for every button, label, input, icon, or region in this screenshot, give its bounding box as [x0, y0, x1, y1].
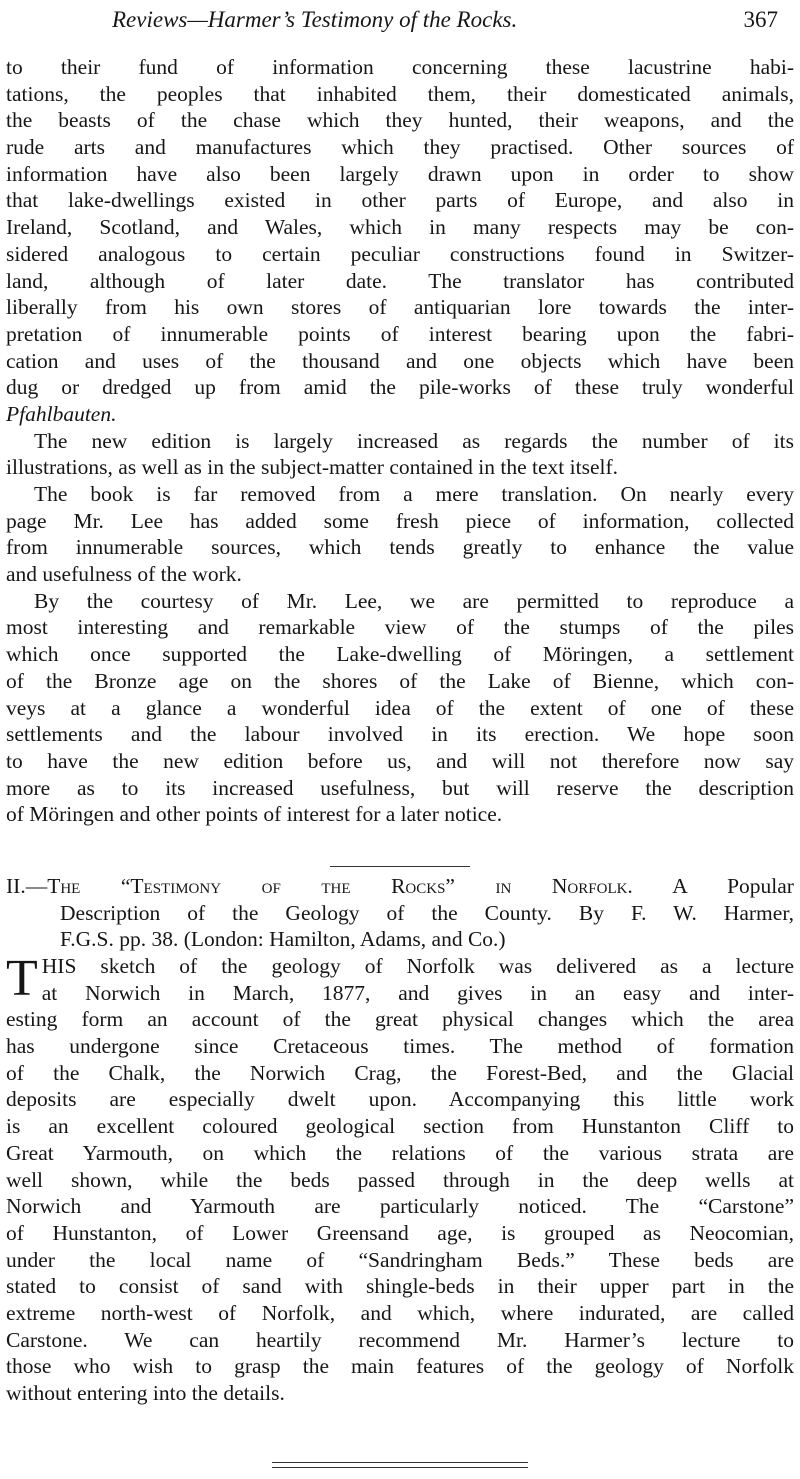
page-number: 367: [743, 7, 778, 32]
text-line: is an excellent coloured geological section from Hunstanton Cliff to: [6, 1114, 794, 1139]
text-line: most interesting and remarkable view of the stumps of the piles: [6, 615, 794, 640]
text-line: settlements and the labour involved in its erection. We hope soon: [6, 722, 794, 747]
text-line: By the courtesy of Mr. Lee, we are permitted to reproduce a: [34, 588, 794, 613]
text-line: which once supported the Lake-dwelling of Möringen, a settlement: [6, 642, 794, 667]
text-line: more as to its increased usefulness, but will reserve the description: [6, 775, 794, 800]
text-line: veys at a glance a wonderful idea of the extent of one of these: [6, 695, 794, 720]
text-line: Norwich and Yarmouth are particularly noticed. The “Carstone”: [6, 1194, 794, 1219]
text-line: the beasts of the chase which they hunted, their weapons, and the: [6, 108, 794, 133]
text-line: sidered analogous to certain peculiar constructions found in Switzer-: [6, 241, 794, 266]
drop-cap: T: [6, 950, 38, 1007]
text-line: and usefulness of the work.: [6, 562, 242, 587]
text-line: Carstone. We can heartily recommend Mr. Harmer’s lecture to: [6, 1327, 794, 1352]
text-line: [6, 401, 794, 428]
section-divider: [330, 866, 470, 867]
text-line: page Mr. Lee has added some fresh piece of information, collected: [6, 508, 794, 533]
text-line: cation and uses of the thousand and one objects which have been: [6, 348, 794, 373]
text-line: that lake-dwellings existed in other parts of Europe, and also in: [6, 188, 794, 213]
review-heading: [6, 873, 794, 953]
text-line: The book is far removed from a mere translation. On nearly every: [34, 482, 794, 506]
text-line: deposits are especially dwelt upon. Accompanying this little work: [6, 1087, 794, 1112]
text-line: without entering into the details.: [6, 1381, 285, 1405]
text-line: has undergone since Cretaceous times. The method of formation: [6, 1034, 794, 1059]
running-title: Reviews—Harmer’s Testimony of the Rocks.: [112, 7, 518, 32]
text-line: dug or dredged up from amid the pile-works of these truly wonderful: [6, 375, 794, 400]
text-line: those who wish to grasp the main features of the geology of Norfolk: [6, 1354, 794, 1379]
heading-subtitle: A Popular: [672, 874, 794, 898]
heading-title: II.—The “Testimony of the Rocks” in Norfolk.: [6, 874, 633, 898]
review-continued: [6, 54, 794, 828]
text-line: of Hunstanton, of Lower Greensand age, is grouped as Neocomian,: [6, 1220, 794, 1245]
text-line: at Norwich in March, 1877, and gives in an easy and inter-: [41, 980, 794, 1005]
heading-line: [6, 873, 794, 900]
text-line: information have also been largely drawn upon in order to show: [6, 161, 794, 186]
text-line: liberally from his own stores of antiquarian lore towards the inter-: [6, 295, 794, 320]
end-rule-top: [272, 1462, 528, 1463]
text-line: from innumerable sources, which tends greatly to enhance the value: [6, 535, 794, 560]
text-line: Ireland, Scotland, and Wales, which in many respects may be con-: [6, 215, 794, 240]
text-line: rude arts and manufactures which they practised. Other sources of: [6, 135, 794, 160]
text-line: extreme north-west of Norfolk, and which, where indurated, are called: [6, 1300, 794, 1325]
text-line: stated to consist of sand with shingle-beds in their upper part in the: [6, 1274, 794, 1299]
paragraph-2: [6, 428, 794, 481]
italic-term: Pfahlbauten.: [6, 401, 117, 426]
text-line: well shown, while the beds passed through in the deep wells at: [6, 1167, 794, 1192]
heading-line: Description of the Geology of the County. By F. W. Harmer,: [60, 900, 794, 925]
heading-line: F.G.S. pp. 38. (London: Hamilton, Adams, and Co.): [60, 927, 506, 952]
text-line: illustrations, as well as in the subject-matter contained in the text itself.: [6, 455, 618, 480]
page-header: [112, 4, 800, 36]
text-line: land, although of later date. The translator has contributed: [6, 268, 794, 293]
text-line: of Möringen and other points of interest for a later notice.: [6, 802, 503, 827]
paragraph-4: [6, 588, 794, 828]
text-line: HIS sketch of the geology of Norfolk was delivered as a lecture: [41, 954, 794, 978]
review-2-body: [6, 950, 794, 1407]
text-line: to have the new edition before us, and will not therefore now say: [6, 748, 794, 773]
end-rule-bottom: [272, 1467, 528, 1468]
text-line: of the Chalk, the Norwich Crag, the Forest-Bed, and the Glacial: [6, 1060, 794, 1085]
text-line: esting form an account of the great physical changes which the area: [6, 1007, 794, 1032]
text-line: to their fund of information concerning these lacustrine habi-: [6, 55, 794, 79]
text-line: pretation of innumerable points of interest bearing upon the fabri-: [6, 321, 794, 346]
paragraph-1: [6, 54, 794, 428]
text-line: Great Yarmouth, on which the relations of the various strata are: [6, 1140, 794, 1165]
text-line: tations, the peoples that inhabited them, their domesticated animals,: [6, 81, 794, 106]
text-line: of the Bronze age on the shores of the Lake of Bienne, which con-: [6, 668, 794, 693]
paragraph-3: [6, 481, 794, 588]
text-line: The new edition is largely increased as regards the number of its: [34, 428, 794, 453]
text-line: under the local name of “Sandringham Beds.” These beds are: [6, 1247, 794, 1272]
